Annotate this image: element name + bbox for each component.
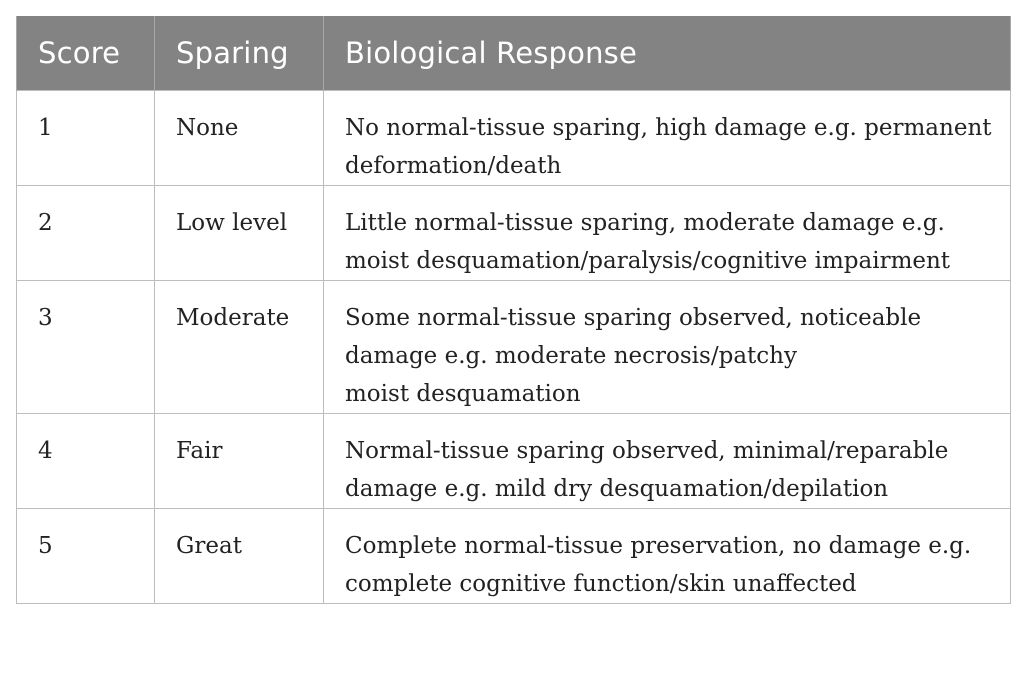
cell-sparing: Low level [155, 186, 324, 281]
cell-biological-response [324, 186, 1011, 281]
table-body [17, 91, 1011, 604]
cell-sparing: None [155, 91, 324, 186]
cell-score: 1 [17, 91, 155, 186]
cell-score: 3 [17, 281, 155, 414]
header-row [17, 16, 1011, 91]
cell-sparing: Great [155, 509, 324, 604]
cell-score: 4 [17, 414, 155, 509]
header-biological-response: Biological Response [324, 16, 1011, 91]
cell-biological-response [324, 509, 1011, 604]
response-line: deformation/death [345, 153, 562, 179]
response-line: damage e.g. mild dry desquamation/depilation [345, 476, 889, 502]
cell-biological-response [324, 91, 1011, 186]
scoring-table-container [16, 16, 1010, 604]
response-line: Complete normal-tissue preservation, no damage e.g. [345, 533, 972, 559]
header-score: Score [17, 16, 155, 91]
table-row [17, 186, 1011, 281]
table-row [17, 281, 1011, 414]
response-line: damage e.g. moderate necrosis/patchy [345, 343, 797, 369]
table-row [17, 509, 1011, 604]
header-sparing: Sparing [155, 16, 324, 91]
response-line: Little normal-tissue sparing, moderate damage e.g. [345, 210, 945, 236]
response-line: moist desquamation [345, 381, 581, 407]
table-row [17, 91, 1011, 186]
table-header [17, 16, 1011, 91]
cell-biological-response [324, 414, 1011, 509]
response-line: moist desquamation/paralysis/cognitive impairment [345, 248, 951, 274]
normal-tissue-sparing-table [16, 16, 1011, 604]
cell-sparing: Fair [155, 414, 324, 509]
cell-biological-response [324, 281, 1011, 414]
response-line: complete cognitive function/skin unaffected [345, 571, 857, 597]
response-line: No normal-tissue sparing, high damage e.g. permanent [345, 115, 992, 141]
table-row [17, 414, 1011, 509]
response-line: Normal-tissue sparing observed, minimal/reparable [345, 438, 949, 464]
cell-score: 5 [17, 509, 155, 604]
cell-score: 2 [17, 186, 155, 281]
response-line: Some normal-tissue sparing observed, noticeable [345, 305, 922, 331]
cell-sparing: Moderate [155, 281, 324, 414]
